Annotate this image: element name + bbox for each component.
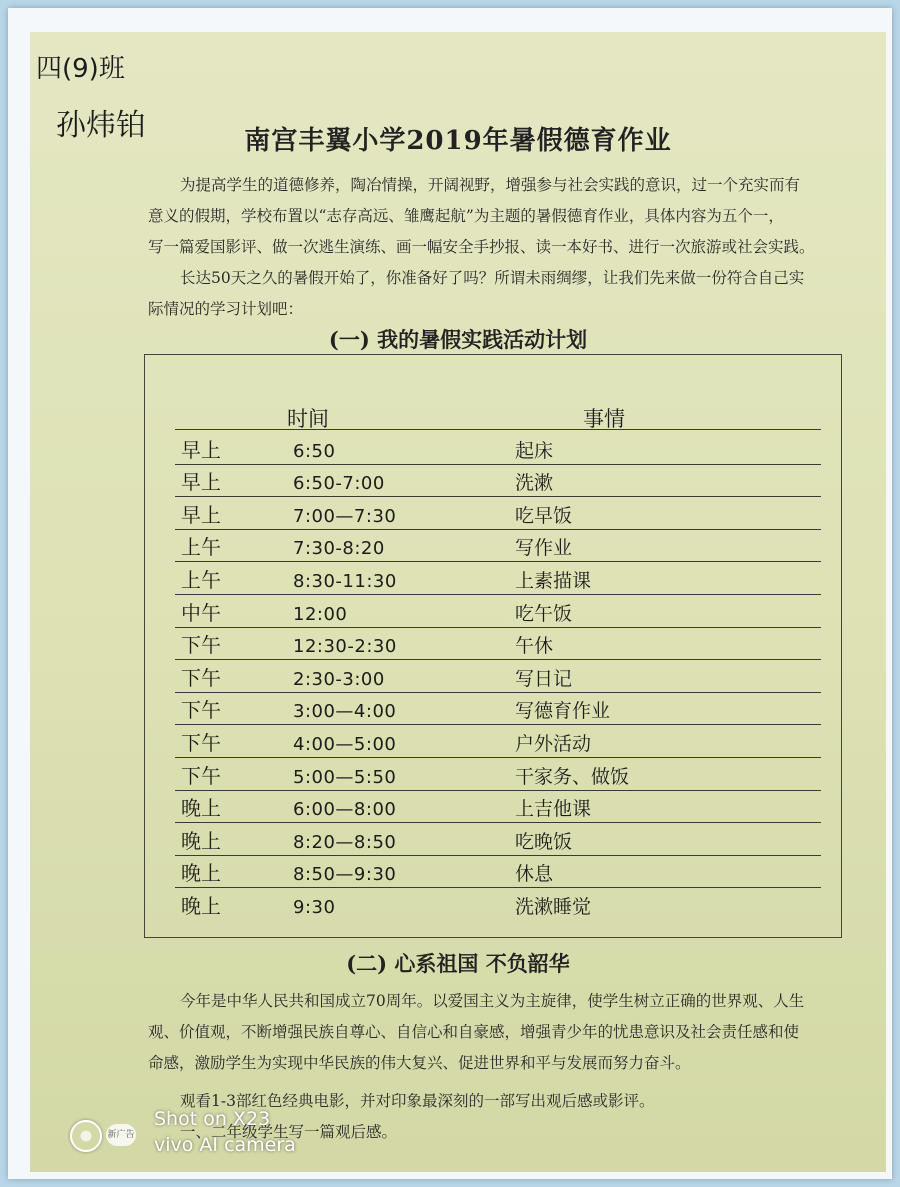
plan-row-period: 早上 xyxy=(181,502,221,527)
plan-row-activity: 吃午饭 xyxy=(515,602,573,625)
plan-row xyxy=(175,496,821,530)
plan-row-activity: 上素描课 xyxy=(515,569,592,592)
plan-row-activity: 写日记 xyxy=(515,667,573,690)
plan-row-time: 7:00—7:30 xyxy=(293,505,397,527)
plan-row-period: 早上 xyxy=(181,437,221,462)
plan-row-time: 6:50 xyxy=(293,440,336,462)
plan-row-period: 下午 xyxy=(181,730,221,755)
plan-row xyxy=(175,790,821,824)
plan-row xyxy=(175,627,821,661)
plan-row-activity: 写作业 xyxy=(515,537,573,560)
plan-row xyxy=(175,561,821,595)
plan-row-activity: 写德育作业 xyxy=(515,700,611,723)
plan-row-time: 4:00—5:00 xyxy=(293,733,397,755)
plan-row-activity: 干家务、做饭 xyxy=(515,765,630,788)
section-1-title: (一) 我的暑假实践活动计划 xyxy=(328,327,588,352)
plan-row-activity: 起床 xyxy=(515,439,554,462)
plan-row-time: 12:30-2:30 xyxy=(293,636,397,658)
plan-row-time: 7:30-8:20 xyxy=(293,538,385,560)
plan-row-time: 6:00—8:00 xyxy=(293,799,397,821)
plan-row-activity: 吃早饭 xyxy=(515,504,573,527)
plan-header-activity: 事情 xyxy=(583,407,625,431)
plan-row-period: 早上 xyxy=(181,470,221,495)
plan-row-time: 6:50-7:00 xyxy=(293,473,385,495)
intro-line: 写一篇爱国影评、做一次逃生演练、画一幅安全手抄报、读一本好书、进行一次旅游或社会实践。 xyxy=(148,238,815,256)
intro-paragraph xyxy=(148,170,878,325)
document-title: 南宫丰翼小学2019年暑假德育作业 xyxy=(244,126,672,156)
photo-frame xyxy=(8,8,892,1179)
plan-header-row xyxy=(175,381,821,430)
section-2-line: 观看1-3部红色经典电影，并对印象最深刻的一部写出观后感或影评。 xyxy=(180,1092,655,1110)
intro-line: 为提高学生的道德修养，陶冶情操，开阔视野，增强参与社会实践的意识，过一个充实而有 xyxy=(180,176,801,194)
intro-line: 意义的假期，学校布置以“志存高远、雏鹰起航”为主题的暑假德育作业，具体内容为五个一， xyxy=(148,207,784,225)
plan-row xyxy=(175,529,821,563)
plan-row-time: 8:30-11:30 xyxy=(293,570,397,592)
plan-row-time: 12:00 xyxy=(293,603,348,625)
plan-row-period: 晚上 xyxy=(181,828,221,853)
plan-row-period: 晚上 xyxy=(181,893,221,918)
plan-row-period: 晚上 xyxy=(181,861,221,886)
plan-row-time: 5:00—5:50 xyxy=(293,766,397,788)
plan-row xyxy=(175,757,821,791)
plan-row xyxy=(175,855,821,889)
plan-row xyxy=(175,724,821,758)
plan-row-period: 晚上 xyxy=(181,796,221,821)
section-2-line: 观、价值观，不断增强民族自尊心、自信心和自豪感，增强青少年的忧患意识及社会责任感和使 xyxy=(148,1023,800,1041)
plan-row-activity: 休息 xyxy=(515,863,554,886)
section-2-line: 一、二年级学生写一篇观后感。 xyxy=(180,1123,398,1141)
watermark-line-1: Shot on X23 xyxy=(154,1108,271,1130)
plan-row xyxy=(175,464,821,498)
plan-row-activity: 洗漱 xyxy=(515,472,554,495)
plan-row-period: 上午 xyxy=(181,567,221,592)
plan-row xyxy=(175,431,821,465)
plan-row-activity: 吃晚饭 xyxy=(515,830,573,853)
plan-row-activity: 洗漱睡觉 xyxy=(515,895,592,918)
plan-row-time: 2:30-3:00 xyxy=(293,668,385,690)
plan-row xyxy=(175,692,821,726)
handwritten-student-name: 孙炜铂 xyxy=(56,108,146,143)
section-2-line: 命感，激励学生为实现中华民族的伟大复兴、促进世界和平与发展而努力奋斗。 xyxy=(148,1054,691,1072)
plan-row-period: 下午 xyxy=(181,698,221,723)
plan-header-time: 时间 xyxy=(287,407,329,431)
watermark-line-2: vivo AI camera xyxy=(154,1134,296,1156)
activity-plan-box xyxy=(144,354,842,938)
camera-aperture-icon xyxy=(70,1120,102,1152)
intro-line: 际情况的学习计划吧： xyxy=(148,300,304,318)
plan-row-activity: 上吉他课 xyxy=(515,798,592,821)
plan-row-activity: 户外活动 xyxy=(515,732,592,755)
plan-row xyxy=(175,659,821,693)
handwritten-class-note: 四(9)班 xyxy=(36,54,125,84)
plan-row-time: 8:20—8:50 xyxy=(293,831,397,853)
plan-row-period: 下午 xyxy=(181,763,221,788)
watermark-badge: 新广告 xyxy=(106,1124,136,1146)
plan-row-time: 9:30 xyxy=(293,896,336,918)
intro-line: 长达50天之久的暑假开始了，你准备好了吗？所谓未雨绸缪，让我们先来做一份符合自己实 xyxy=(180,269,805,287)
plan-row-period: 下午 xyxy=(181,665,221,690)
plan-row-period: 上午 xyxy=(181,535,221,560)
plan-row xyxy=(175,887,821,920)
plan-row-time: 8:50—9:30 xyxy=(293,864,397,886)
plan-row xyxy=(175,822,821,856)
paper-document xyxy=(30,32,886,1172)
plan-row-time: 3:00—4:00 xyxy=(293,701,397,723)
plan-row-period: 下午 xyxy=(181,633,221,658)
section-2-line: 今年是中华人民共和国成立70周年。以爱国主义为主旋律，使学生树立正确的世界观、人生 xyxy=(180,992,805,1010)
section-2-title: (二) 心系祖国 不负韶华 xyxy=(346,951,570,976)
plan-row-period: 中午 xyxy=(181,600,221,625)
plan-row xyxy=(175,594,821,628)
plan-row-activity: 午休 xyxy=(515,635,554,658)
